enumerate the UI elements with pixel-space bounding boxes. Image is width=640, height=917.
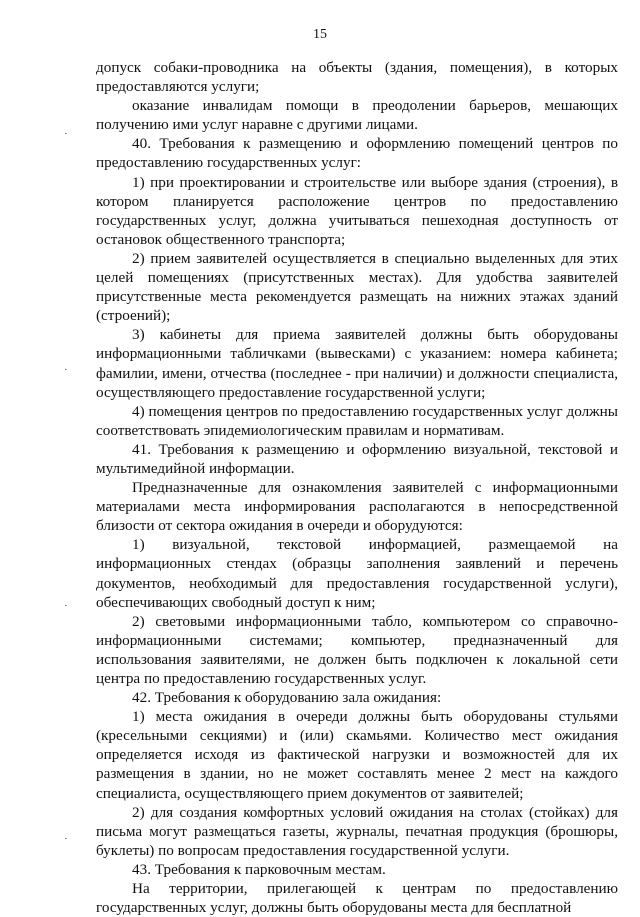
paragraph: допуск собаки-проводника на объекты (здания, помещения), в которых предоставляются услуги; — [96, 59, 618, 96]
section-43-heading: 43. Требования к парковочным местам. — [132, 860, 386, 878]
paragraph: На территории, прилегающей к центрам по предоставлению государственных услуг, должны быть оборудованы места для бесплатной — [96, 880, 618, 917]
document-body — [96, 58, 618, 917]
paragraph: оказание инвалидам помощи в преодолении барьеров, мешающих получению ими услуг наравне с другими лицами. — [96, 97, 618, 134]
list-item: 2) световыми информационными табло, компьютером со справочно-информационными системами; компьютер, предназначенный для использования заявителями, не должен быть подключен к локальной сети центра по предоставлению государственных услуг. — [96, 612, 618, 687]
list-item: 1) места ожидания в очереди должны быть оборудованы стульями (кресельными секциями) и (или) скамьями. Количество мест ожидания определяется исходя из фактической нагрузки и возможностей для их размещения в здании, но не может составлять менее 2 мест на каждого специалиста, осуществляющего прием документов от заявителей; — [96, 708, 618, 802]
list-item: 2) прием заявителей осуществляется в специально выделенных для этих целей помещениях (присутственных местах). Для удобства заявителей присутственные места рекомендуется размещать на нижних этажах зданий (строений); — [96, 249, 618, 325]
paragraph: Предназначенные для ознакомления заявителей с информационными материалами места информирования располагаются в непосредственной близости от сектора ожидания в очереди и оборудуются: — [96, 479, 618, 535]
list-item: 2) для создания комфортных условий ожидания на столах (стойках) для письма могут размещаться газеты, журналы, печатная продукция (брошюры, буклеты) по вопросам предоставления государственной услуги. — [96, 803, 618, 859]
page-number: 15 — [313, 27, 327, 42]
list-item: 1) визуальной, текстовой информацией, размещаемой на информационных стендах (образцы заполнения заявлений и перечень документов, необходимый для предоставления государственной услуги), обеспечивающих свободный доступ к ним; — [96, 536, 618, 611]
section-40-heading: 40. Требования к размещению и оформлению помещений центров по предоставлению государственных услуг: — [96, 135, 618, 172]
section-42-heading: 42. Требования к оборудованию зала ожидания: — [132, 689, 442, 707]
list-item: 1) при проектировании и строительстве или выборе здания (строения), в котором планируется расположение центров по предоставлению государственных услуг, должна учитываться пешеходная доступность от остановок общественного транспорта; — [96, 173, 618, 248]
margin-mark: · — [64, 128, 68, 140]
margin-mark: · — [64, 600, 68, 612]
list-item: 4) помещения центров по предоставлению государственных услуг должны соответствовать эпидемиологическим правилам и нормативам. — [96, 402, 618, 439]
section-41-heading: 41. Требования к размещению и оформлению визуальной, текстовой и мультимедийной информации. — [96, 440, 618, 477]
margin-mark: · — [64, 364, 68, 376]
margin-mark: · — [64, 833, 68, 845]
list-item: 3) кабинеты для приема заявителей должны быть оборудованы информационными табличками (вывесками) с указанием: номера кабинета; фамилии, имени, отчества (последнее - при наличии) и должности специалиста, осуществляющего предоставление государственной услуги; — [96, 326, 618, 401]
